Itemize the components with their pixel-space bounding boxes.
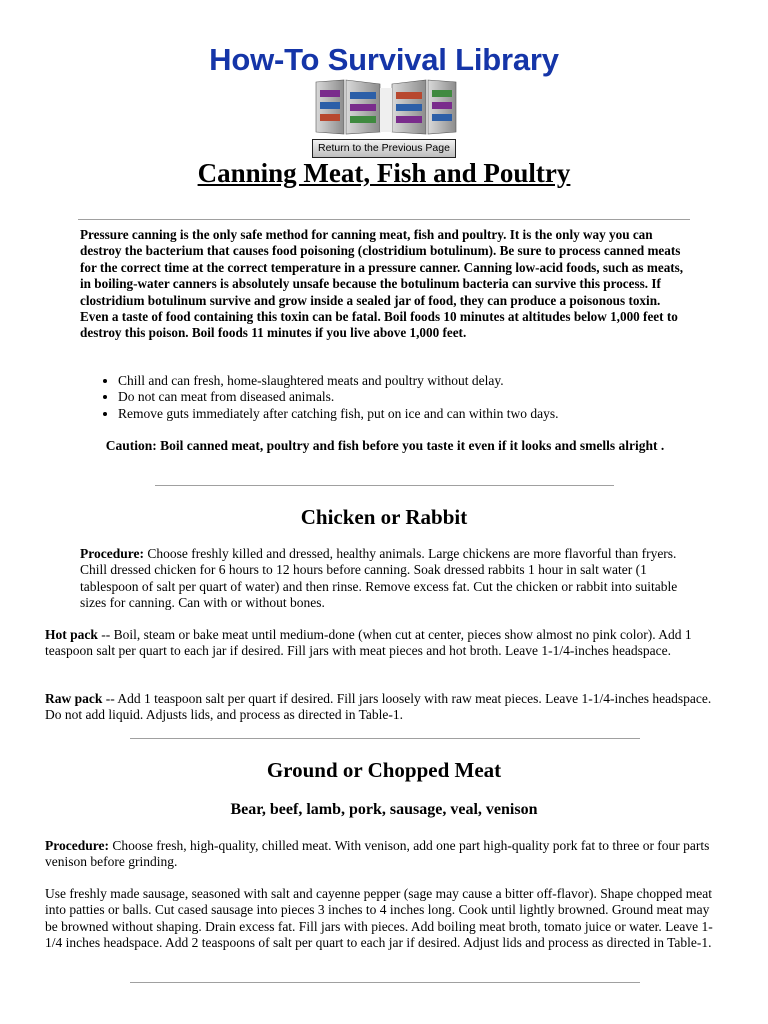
intro-paragraph: Pressure canning is the only safe method for canning meat, fish and poultry. It is the only way you can destroy the bacterium that causes food poisoning (clostridium botulinum). Be sure to process canned meats for the correct time at the correct temperature in a pressure canner. Canning low-acid foods, such as meats, in boiling-water canners is absolutely unsafe because the botulinum bacteria can survive this process. If clostridium botulinum survive and grow inside a sealed jar of food, they can produce a poisonous toxin. Even a taste of food containing this toxin can be fatal. Boil foods 10 minutes at altitudes below 1,000 feet to destroy this poison. Boil foods 11 minutes if you live above 1,000 feet.: [80, 227, 684, 341]
section-heading-ground-meat: Ground or Chopped Meat: [266, 758, 502, 782]
list-item: • Chill and can fresh, home-slaughtered meats and poultry without delay.: [118, 373, 728, 389]
hot-pack-paragraph: [45, 627, 723, 660]
procedure-text: Choose freshly killed and dressed, healthy animals. Large chickens are more flavorful than fryers. Chill dressed chicken for 6 hours to 12 hours before canning. Soak dressed rabbits 1 hour in salt water (1 tablespoon of salt per quart of water) and then rinse. Remove excess fat. Cut the chicken or rabbit into suitable sizes for canning. Can with or without bones.: [80, 546, 678, 610]
list-item: • Remove guts immediately after catching fish, put on ice and can within two days.: [118, 406, 728, 422]
tips-list: [80, 373, 728, 422]
raw-pack-label: Raw pack: [45, 691, 103, 706]
list-item: • Do not can meat from diseased animals.: [118, 389, 728, 405]
page-title: Canning Meat, Fish and Poultry: [197, 158, 571, 188]
divider: [130, 738, 640, 739]
site-title: How-To Survival Library: [209, 42, 559, 77]
ground-procedure: [45, 838, 723, 871]
caution-note: Caution: Boil canned meat, poultry and fish before you taste it even if it looks and smells alright .: [105, 438, 665, 453]
raw-pack-paragraph: [45, 691, 723, 724]
sausage-paragraph: Use freshly made sausage, seasoned with salt and cayenne pepper (sage may cause a bitter off-flavor). Shape chopped meat into patties or balls. Cut cased sausage into pieces 3 inches to 4 inches long. Cook until lightly browned. Ground meat may be browned without shaping. Drain excess fat. Fill jars with pieces. Add boiling meat broth, tomato juice or water. Leave 1-1/4 inches headspace. Add 2 teaspoons of salt per quart to each jar if desired. Adjust lids and process as directed in Table-1.: [45, 886, 713, 950]
meat-types-subheading: Bear, beef, lamb, pork, sausage, veal, venison: [230, 801, 538, 818]
divider: [78, 219, 690, 220]
raw-pack-text: -- Add 1 teaspoon salt per quart if desired. Fill jars loosely with raw meat pieces. Leave 1-1/4-inches headspace. Do not add liquid. Adjusts lids, and process as directed in Table-1.: [45, 691, 712, 723]
hot-pack-label: Hot pack: [45, 627, 98, 642]
return-previous-page-button[interactable]: Return to the Previous Page: [312, 139, 456, 158]
divider: [155, 485, 614, 486]
section-heading-chicken: Chicken or Rabbit: [300, 505, 468, 529]
chicken-procedure: [80, 546, 694, 611]
divider: [130, 982, 640, 983]
procedure-label: Procedure:: [80, 546, 144, 561]
hot-pack-text: -- Boil, steam or bake meat until medium-done (when cut at center, pieces show almost no pink color). Add 1 teaspoon salt per quart to each jar if desired. Fill jars with meat pieces and hot broth. Leave 1-1/4-inches headspace.: [45, 627, 692, 659]
library-shelves-logo: [314, 78, 458, 136]
procedure-text: Choose fresh, high-quality, chilled meat. With venison, add one part high-quality pork fat to three or four parts venison before grinding.: [45, 838, 710, 870]
procedure-label: Procedure:: [45, 838, 109, 853]
